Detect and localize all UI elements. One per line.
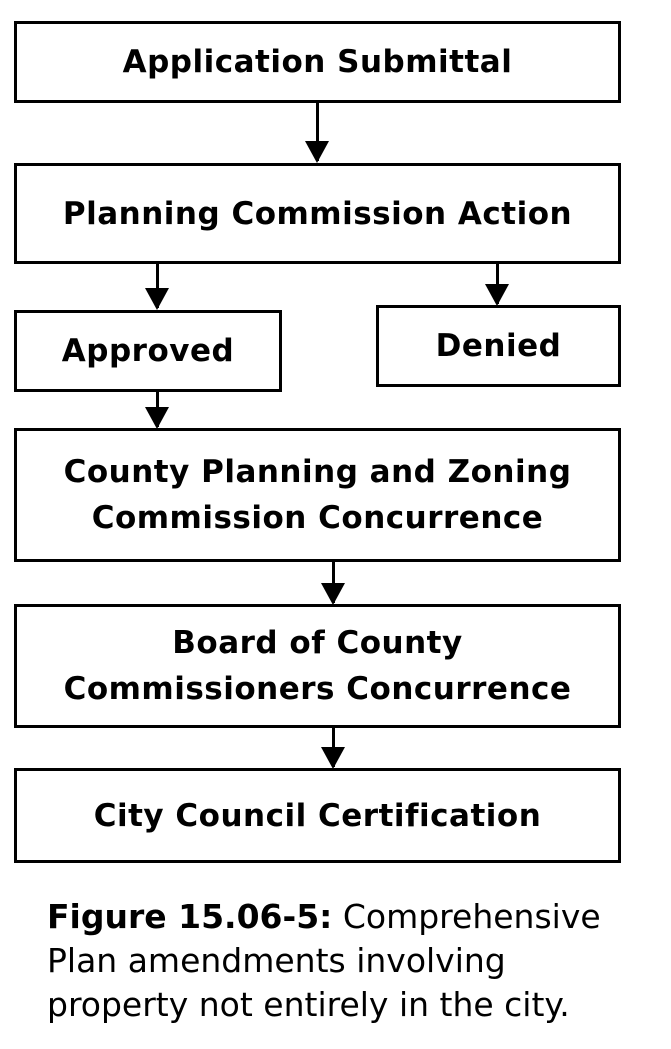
- node-county-planning-zoning-line1: County Planning and Zoning: [63, 454, 572, 490]
- figure-caption-label: Figure 15.06-5:: [47, 897, 333, 936]
- node-denied-label: Denied: [435, 328, 562, 364]
- node-approved-label: Approved: [61, 333, 235, 369]
- node-application-submittal: [14, 21, 621, 103]
- node-board-line1: Board of County: [172, 625, 463, 661]
- figure-caption-line3: property not entirely in the city.: [47, 985, 570, 1024]
- figure-caption: [47, 895, 647, 1027]
- figure-caption-line1: [47, 895, 647, 939]
- node-planning-commission-action: [14, 163, 621, 264]
- figure-caption-line1-rest: Comprehensive: [332, 897, 601, 936]
- node-county-planning-zoning: [14, 428, 621, 562]
- node-county-planning-zoning-line2: Commission Concurrence: [91, 500, 544, 536]
- arrow-county-to-board: [332, 562, 335, 603]
- node-board-text: [64, 620, 572, 712]
- node-approved: [14, 310, 282, 392]
- figure-caption-line2: Plan amendments involving: [47, 941, 506, 980]
- node-application-submittal-label: Application Submittal: [122, 44, 513, 80]
- arrow-approved-to-county: [156, 392, 159, 427]
- arrow-submittal-to-planning: [316, 103, 319, 161]
- arrow-planning-to-denied: [496, 264, 499, 304]
- node-planning-commission-action-label: Planning Commission Action: [62, 195, 573, 232]
- arrow-planning-to-approved: [156, 264, 159, 308]
- arrow-board-to-city-council: [332, 728, 335, 767]
- node-city-council-certification-label: City Council Certification: [93, 797, 542, 834]
- node-city-council-certification: [14, 768, 621, 863]
- node-denied: [376, 305, 621, 387]
- node-board-of-county-commissioners: [14, 604, 621, 728]
- node-board-line2: Commissioners Concurrence: [63, 671, 572, 707]
- node-county-planning-zoning-text: [64, 449, 572, 541]
